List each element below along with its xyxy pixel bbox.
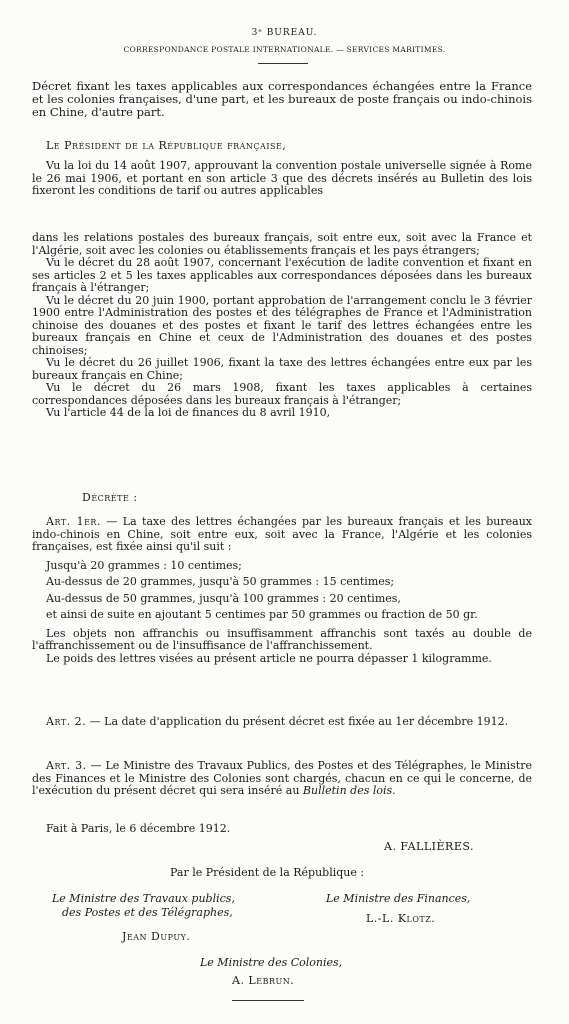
closing-rule — [232, 1000, 304, 1001]
place-date: Fait à Paris, le 6 décembre 1912. — [46, 822, 231, 835]
considerations-block — [32, 232, 532, 420]
minister-finance-title: Le Ministre des Finances, — [326, 892, 471, 905]
consideration-2: dans les relations postales des bureaux français, soit entre eux, soit avec la France et l'Algérie, soit avec les colonies ou établissements français et les pays étrangers; — [32, 231, 532, 257]
section-heading: CORRESPONDANCE POSTALE INTERNATIONALE. — SERVICES MARITIMES. — [123, 45, 446, 54]
consideration-5: Vu le décret du 26 juillet 1906, fixant la taxe des lettres échangées entre eux par les bureaux français en Chine; — [32, 356, 532, 382]
article-3-text: — Le Ministre des Travaux Publics, des Postes et des Télégraphes, le Ministre des Finances et le Ministre des Colonies sont chargés, chacun en ce qui le concerne, de l'exécution du présent décret qui sera inséré au — [32, 759, 532, 797]
article-2-label: Art. 2. — [46, 715, 87, 728]
minister-colonies-title: Le Ministre des Colonies, — [200, 956, 343, 969]
article-3-label: Art. 3. — [46, 759, 87, 772]
minister-public-works-title-2: des Postes et des Télégraphes, — [62, 906, 233, 919]
rate-3: Au-dessus de 50 grammes, jusqu'à 100 grammes : 20 centimes, — [46, 591, 401, 605]
article-1 — [32, 516, 532, 665]
consideration-6: Vu le décret du 26 mars 1908, fixant les taxes applicables à certaines correspondances déposées dans les bureaux français à l'étranger; — [32, 381, 532, 407]
minister-colonies-name: A. Lebrun. — [232, 974, 295, 987]
president-signature: A. FALLIÈRES. — [384, 840, 474, 853]
minister-public-works-title-1: Le Ministre des Travaux publics, — [52, 892, 235, 905]
consideration-1: Vu la loi du 14 août 1907, approuvant la convention postale universelle signée à Rome le 26 mai 1906, et portant en son article 3 que des décrets insérés au Bulletin des lois fixeront les conditions de tarif ou autres applicables — [32, 159, 532, 197]
president-heading-block — [32, 140, 532, 153]
consideration-4: Vu le décret du 20 juin 1900, portant approbation de l'arrangement conclu le 3 février 1900 entre l'Administration des postes et des télégraphes de France et l'Administration chinoise des douanes et des postes et fixant le tarif des lettres échangées entre les bureaux français en Chine et ceux de l'Administration des douanes et des postes chinoises; — [32, 293, 532, 357]
minister-finance-name: L.-L. Klotz. — [366, 912, 436, 925]
president-heading: Le Président de la République française, — [46, 139, 287, 152]
decree-title — [32, 80, 532, 119]
minister-public-works-name: Jean Dupuy. — [122, 930, 191, 943]
decrete-block — [32, 492, 532, 505]
article-2-text: — La date d'application du présent décret est fixée au 1er décembre 1912. — [86, 715, 509, 728]
article-1-para-2: Les objets non affranchis ou insuffisamment affranchis sont taxés au double de l'affranchissement ou de l'insuffisance de l'affranchissement. — [32, 626, 532, 652]
rate-1: Jusqu'à 20 grammes : 10 centimes; — [46, 558, 242, 572]
article-2 — [32, 716, 532, 729]
consideration-first — [32, 160, 532, 198]
decree-title-text: Décret fixant les taxes applicables aux correspondances échangées entre la France et les colonies françaises, d'une part, et les bureaux de poste français ou indo-chinois en Chine, d'autre part. — [32, 79, 532, 119]
article-1-para-3: Le poids des lettres visées au présent article ne pourra dépasser 1 kilogramme. — [46, 651, 492, 665]
article-3 — [32, 760, 532, 798]
consideration-3: Vu le décret du 28 août 1907, concernant l'exécution de ladite convention et fixant en ses articles 2 et 5 les taxes applicables aux correspondances déposées dans les bureaux français à l'étranger; — [32, 256, 532, 294]
par-le-president: Par le Président de la République : — [170, 866, 365, 879]
article-3-bulletin: Bulletin des lois. — [302, 784, 396, 797]
rate-continuation: et ainsi de suite en ajoutant 5 centimes par 50 grammes ou fraction de 50 gr. — [46, 608, 478, 621]
article-1-text: — La taxe des lettres échangées par les bureaux français et les bureaux indo-chinois en Chine, soit entre eux, soit avec la France, l'Algérie et les colonies françaises, est fixée ainsi qu'il suit : — [32, 515, 532, 553]
article-1-label: Art. 1er. — [46, 515, 101, 528]
header-rule — [258, 63, 308, 64]
consideration-7: Vu l'article 44 de la loi de finances du 8 avril 1910, — [46, 406, 331, 419]
bureau-heading: 3ᵉ BUREAU. — [251, 28, 318, 38]
decrete-heading: Décrète : — [82, 491, 138, 504]
rate-2: Au-dessus de 20 grammes, jusqu'à 50 grammes : 15 centimes; — [46, 575, 395, 588]
